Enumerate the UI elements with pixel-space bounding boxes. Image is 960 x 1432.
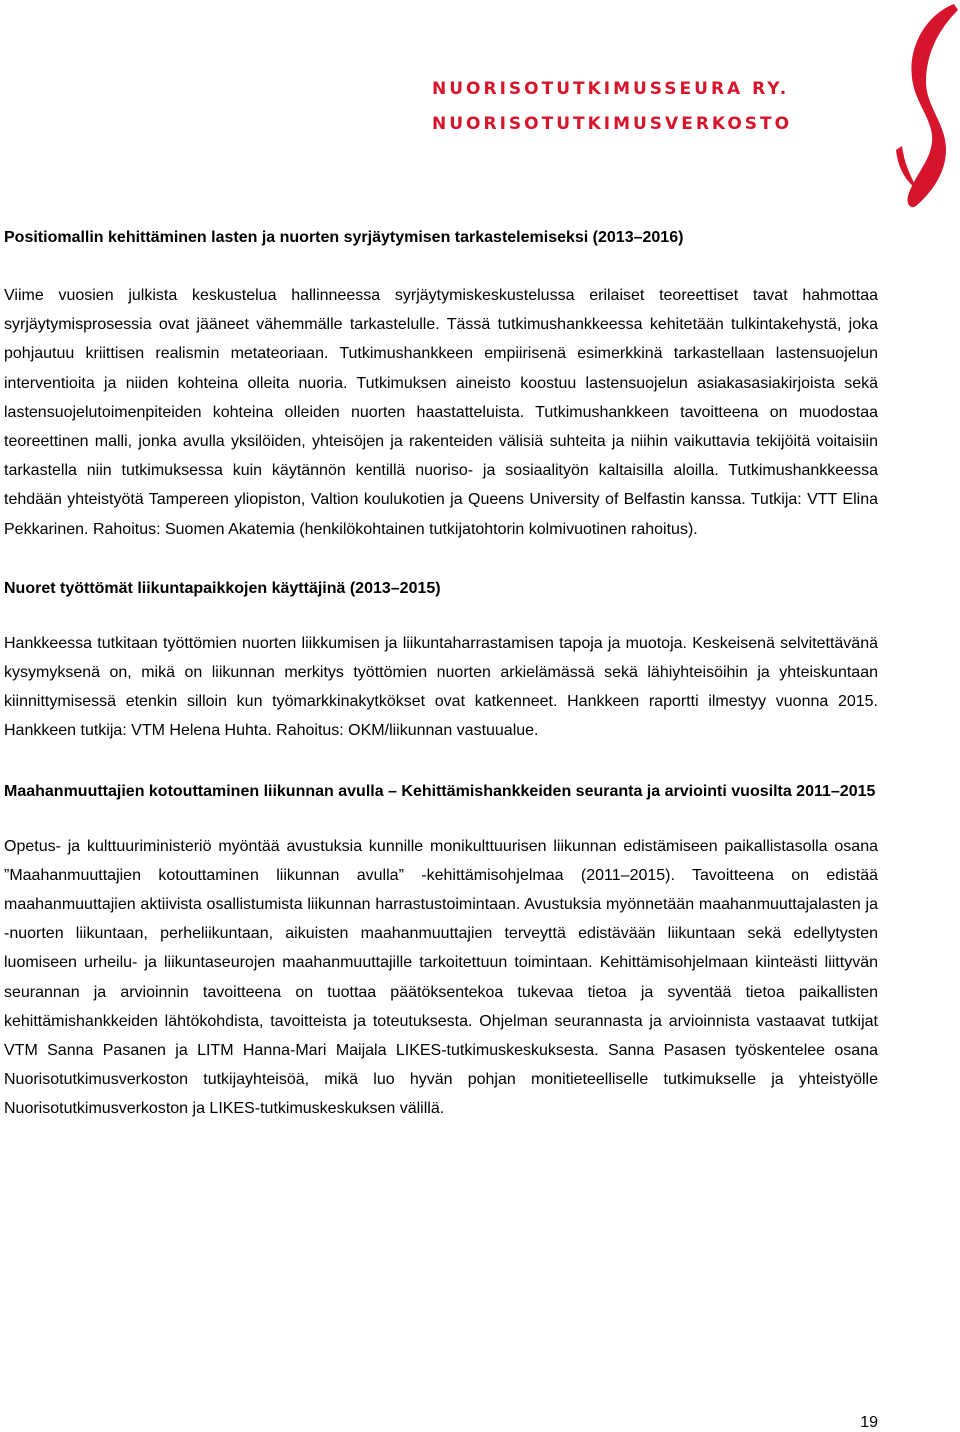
section-paragraph: Opetus- ja kulttuuriministeriö myöntää avustuksia kunnille monikulttuurisen liikunnan edistämiseen paikallistasolla osana ”Maahanmuuttajien kotouttaminen liikunnan avulla” -kehittämisohjelmaa (2011–2015). Tavoitteena on edistää maahanmuuttajien aktiivista osallistumista liikunnan harrastustoimintaan. Avustuksia myönnetään maahanmuuttajalasten ja -nuorten liikuntaan, perheliikuntaan, aikuisten maahanmuuttajien terveyttä edistävään liikuntaan sekä edellytysten luomiseen urheilu- ja liikuntaseurojen maahanmuuttajille tarkoitettuun toimintaan. Kehittämisohjelmaan kiinteästi liittyvän seurannan ja arvioinnin tavoitteena on tuottaa päätöksentekoa tukevaa tietoa ja syventää tietoa paikallisten kehittämishankkeiden lähtökohdista, tavoitteista ja toteutuksesta. Ohjelman seurannasta ja arvioinnista vastaavat tutkijat VTM Sanna Pasanen ja LITM Hanna-Mari Maijala LIKES-tutkimuskeskuksesta. Sanna Pasasen työskentelee osana Nuorisotutkimusverkoston tutkijayhteisöä, mikä luo hyvän pohjan monitieteelliselle tutkimukselle ja yhteistyölle Nuorisotutkimusverkoston ja LIKES-tutkimuskeskuksen välillä. [4, 837, 878, 1118]
project-section-positiomalli [4, 226, 878, 544]
organization-name: NUORISOTUTKIMUSSEURA RY. [432, 79, 790, 99]
project-section-maahanmuuttajat [4, 780, 878, 1124]
section-heading: Maahanmuuttajien kotouttaminen liikunnan avulla – Kehittämishankkeiden seuranta ja arviointi vuosilta 2011–2015 [4, 782, 876, 800]
project-section-nuoret-tyottomat [4, 577, 878, 746]
section-paragraph: Viime vuosien julkista keskustelua hallinneessa syrjäytymiskeskustelussa erilaiset teoreettiset tavat hahmottaa syrjäytymisprosessia ovat jääneet vähemmälle tarkastelulle. Tässä tutkimushankkeessa kehitetään tulkintakehystä, joka pohjautuu kriittisen realismin metateoriaan. Tutkimushankkeen empiirisenä esimerkkinä tarkastellaan lastensuojelun interventioita ja niiden kohteina olleita nuoria. Tutkimuksen aineisto koostuu lastensuojelun asiakasasiakirjoista sekä lastensuojelutoimenpiteiden kohteina olleiden nuorten haastatteluista. Tutkimushankkeen tavoitteena on muodostaa teoreettinen malli, jonka avulla yksilöiden, yhteisöjen ja rakenteiden välisiä suhteita ja niihin vaikuttavia tekijöitä voitaisiin tarkastella niin tutkimuksessa kuin käytännön kentillä nuoriso- ja sosiaalityön kaltaisilla aloilla. Tutkimushankkeessa tehdään yhteistyötä Tampereen yliopiston, Valtion koulukotien ja Queens University of Belfastin kanssa. Tutkija: VTT Elina Pekkarinen. Rahoitus: Suomen Akatemia (henkilökohtainen tutkijatohtorin kolmivuotinen rahoitus). [4, 287, 878, 538]
section-heading: Positiomallin kehittäminen lasten ja nuorten syrjäytymisen tarkastelemiseksi (2013–2016) [4, 229, 684, 246]
document-body [4, 226, 878, 1124]
network-name: NUORISOTUTKIMUSVERKOSTO [432, 114, 793, 134]
red-swirl-logo-icon [888, 0, 960, 212]
section-heading: Nuoret työttömät liikuntapaikkojen käyttäjinä (2013–2015) [4, 579, 441, 597]
page-number: 19 [860, 1414, 878, 1431]
page-header [0, 0, 960, 215]
section-paragraph: Hankkeessa tutkitaan työttömien nuorten liikkumisen ja liikuntaharrastamisen tapoja ja muotoja. Keskeisenä selvitettävänä kysymyksenä on, mikä on liikunnan merkitys työttömien nuorten arkielämässä sekä lähiyhteisöihin ja yhteiskuntaan kiinnittymisessä etenkin silloin kun työmarkkinakytkökset ovat katkenneet. Hankkeen raportti ilmestyy vuonna 2015. Hankkeen tutkija: VTM Helena Huhta. Rahoitus: OKM/liikunnan vastuualue. [4, 634, 878, 740]
